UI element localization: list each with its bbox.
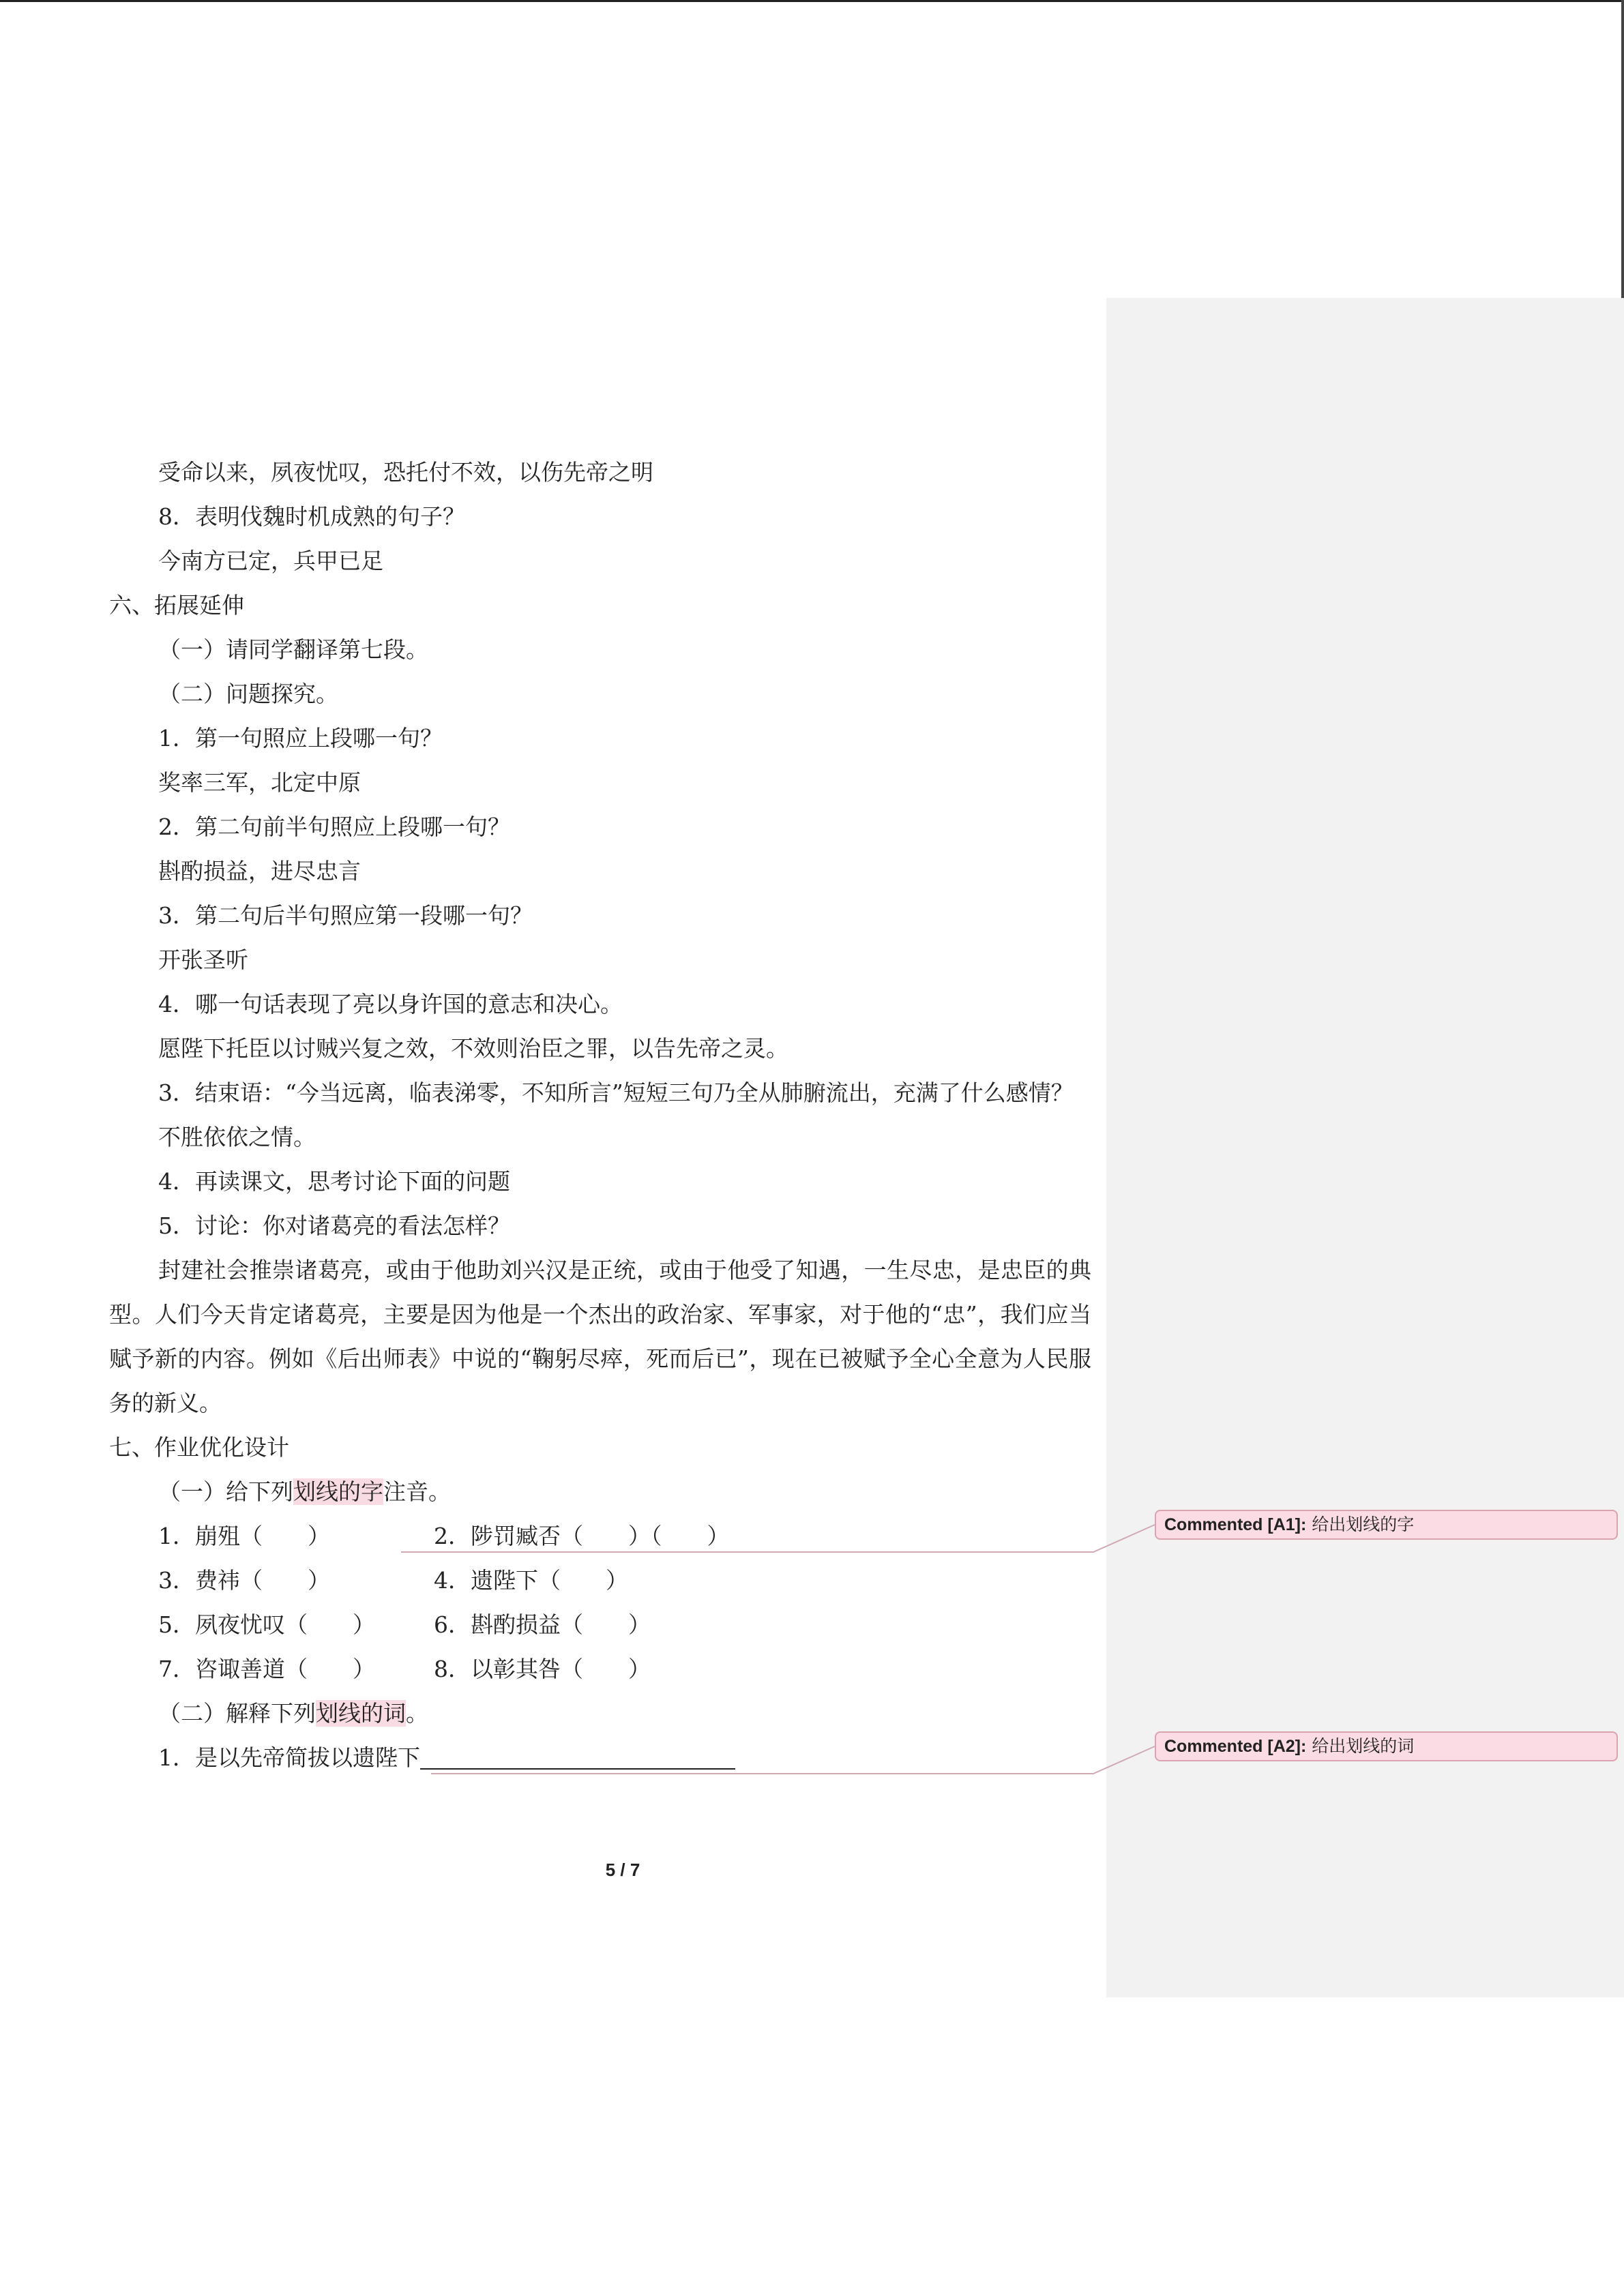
comment-connector-a1 xyxy=(401,1525,1155,1552)
answer-line: 斟酌损益，进尽忠言 xyxy=(158,858,361,884)
pinyin-item: 5．夙夜忧叹（ ） xyxy=(158,1611,375,1638)
answer-line: 今南方已定，兵甲已足 xyxy=(158,548,383,574)
answer-line: 开张圣听 xyxy=(158,946,248,973)
definition-item-text: 1．是以先帝简拔以遗陛下 xyxy=(158,1744,420,1771)
comment-text: 给出划线的字 xyxy=(1312,1515,1415,1534)
subsection-heading: （一）请同学翻译第七段。 xyxy=(158,636,428,663)
pinyin-item: 6．斟酌损益（ ） xyxy=(434,1611,651,1638)
question-line: 1．第一句照应上段哪一句？ xyxy=(158,725,443,751)
comment-author: Commented [A2]: xyxy=(1164,1737,1307,1756)
question-paragraph: 3．结束语：“今当远离，临表涕零，不知所言”短短三句乃全从肺腑流出，充满了什么感情？ xyxy=(158,1079,1074,1106)
question-line: 4．哪一句话表现了亮以身许国的意志和决心。 xyxy=(158,991,623,1017)
question-line: 3．第二句后半句照应第一段哪一句？ xyxy=(158,902,533,929)
pinyin-item: 2．陟罚臧否（ ）（ ） xyxy=(434,1523,730,1549)
q2-text-before: （二）解释下列 xyxy=(158,1700,316,1727)
pinyin-item: 8．以彰其咎（ ） xyxy=(434,1656,651,1682)
discussion-paragraph: 封建社会推崇诸葛亮，或由于他助刘兴汉是正统，或由于他受了知遇，一生尽忠，是忠臣的典型。人们今天肯定诸葛亮，主要是因为他是一个杰出的政治家、军事家，对于他的“忠”，我们应当赋予新的内容。例如《后出师表》中说的“鞠躬尽瘁，死而后已”，现在已被赋予全心全意为人民服务的新义。 xyxy=(109,1257,1091,1416)
answer-line: 不胜依依之情。 xyxy=(158,1124,316,1150)
question-line: 4．再读课文，思考讨论下面的问题 xyxy=(158,1168,510,1195)
pinyin-item: 7．咨诹善道（ ） xyxy=(158,1656,375,1682)
comment-connector-a2 xyxy=(431,1746,1155,1774)
pinyin-item: 3．费祎（ ） xyxy=(158,1567,330,1594)
subsection-heading: （二）问题探究。 xyxy=(158,681,338,707)
q1-text-before: （一）给下列 xyxy=(158,1478,293,1505)
section-heading: 六、拓展延伸 xyxy=(109,592,244,618)
section-heading: 七、作业优化设计 xyxy=(109,1434,289,1461)
text-line: 受命以来，夙夜忧叹，恐托付不效，以伤先帝之明 xyxy=(158,459,653,486)
comment-author: Commented [A1]: xyxy=(1164,1515,1307,1534)
q1-text-after: 注音。 xyxy=(383,1478,451,1505)
comment-a2[interactable] xyxy=(1155,1731,1618,1761)
question-line: 2．第二句前半句照应上段哪一句？ xyxy=(158,814,510,840)
pinyin-item: 4．遗陛下（ ） xyxy=(434,1567,628,1594)
commented-text-a1[interactable]: 划线的字 xyxy=(293,1478,383,1505)
commented-text-a2[interactable]: 划线的词 xyxy=(316,1700,406,1727)
page-number: 5 / 7 xyxy=(605,1860,640,1880)
pinyin-item: 1．崩殂（ ） xyxy=(158,1523,330,1549)
q2-text-after: 。 xyxy=(406,1700,428,1727)
question-line: 5．讨论：你对诸葛亮的看法怎样？ xyxy=(158,1212,510,1239)
comment-a1[interactable] xyxy=(1155,1510,1618,1540)
question-line: 8．表明伐魏时机成熟的句子？ xyxy=(158,503,465,530)
answer-line: 愿陛下托臣以讨贼兴复之效，不效则治臣之罪，以告先帝之灵。 xyxy=(158,1035,788,1062)
comment-text: 给出划线的词 xyxy=(1312,1736,1415,1756)
answer-line: 奖率三军，北定中原 xyxy=(158,769,361,796)
